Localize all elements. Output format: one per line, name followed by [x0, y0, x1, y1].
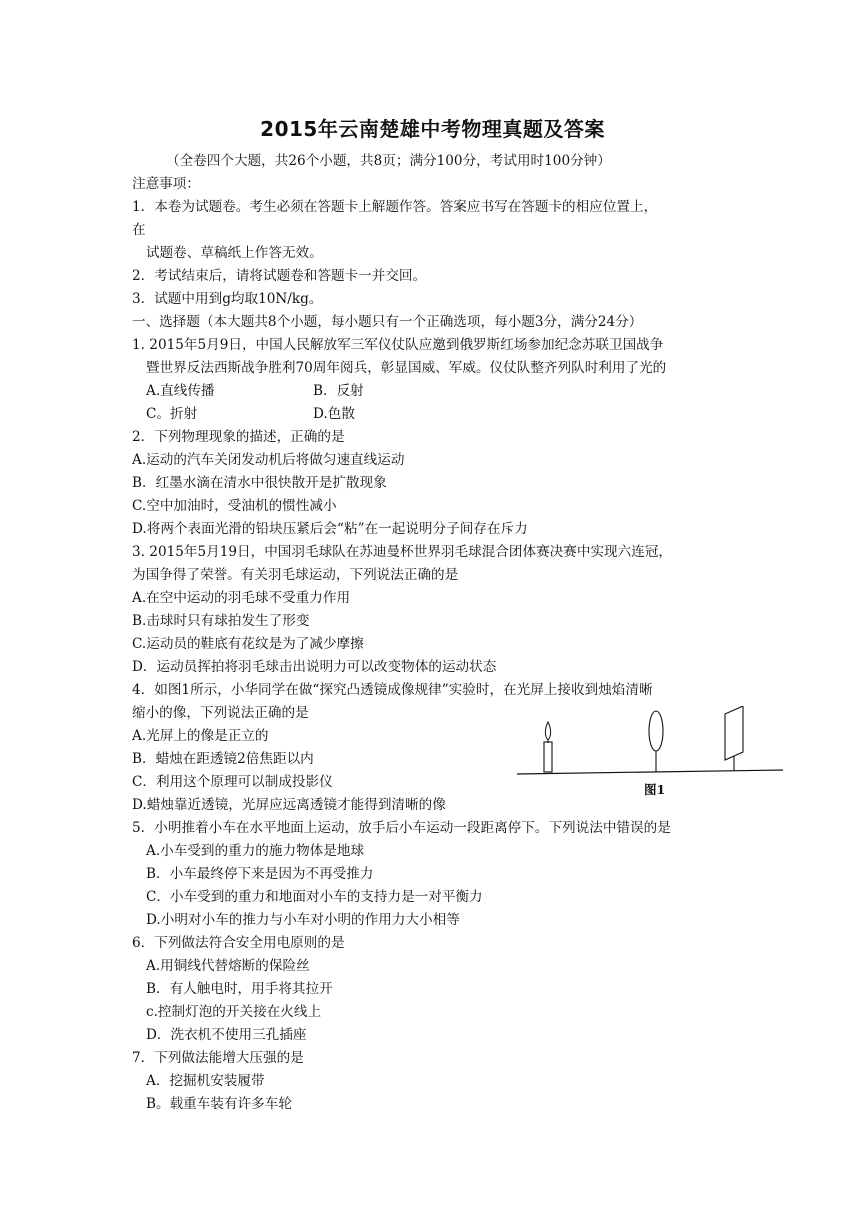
q3-option-d: D．运动员挥拍将羽毛球击出说明力可以改变物体的运动状态	[132, 659, 497, 675]
q2-option-a: A.运动的汽车关闭发动机后将做匀速直线运动	[132, 452, 405, 468]
q1-option-a: A.直线传播	[146, 383, 215, 399]
q4-stem: 4．如图1所示，小华同学在做“探究凸透镜成像规律”实验时，在光屏上接收到烛焰清晰	[132, 682, 653, 698]
q5-option-a: A.小车受到的重力的施力物体是地球	[146, 843, 365, 859]
q1-stem-cont: 暨世界反法西斯战争胜利70周年阅兵，彰显国威、军威。仪仗队整齐列队时利用了光的	[146, 360, 667, 376]
q2-option-d: D.将两个表面光滑的铅块压紧后会“粘”在一起说明分子间存在斥力	[132, 521, 528, 537]
q3-option-b: B.击球时只有球拍发生了形变	[132, 613, 310, 629]
candle-icon	[544, 742, 552, 772]
light-screen-icon	[725, 706, 743, 760]
exam-info: （全卷四个大题，共26个小题，共8页；满分100分，考试用时100分钟）	[166, 153, 611, 169]
q1-option-d: D.色散	[313, 406, 355, 422]
q4-option-d: D.蜡烛靠近透镜，光屏应远离透镜才能得到清晰的像	[132, 797, 446, 813]
q6-option-d: D．洗衣机不使用三孔插座	[146, 1027, 307, 1043]
figure-1-label: 图1	[644, 782, 666, 797]
flame-icon	[545, 722, 550, 740]
q3-stem-cont: 为国争得了荣誉。有关羽毛球运动，下列说法正确的是	[132, 567, 459, 583]
q3-stem: 3. 2015年5月19日，中国羽毛球队在苏迪曼杯世界羽毛球混合团体赛决赛中实现六连冠，	[132, 544, 673, 560]
q2-option-c: C.空中加油时，受油机的惯性减小	[132, 498, 337, 514]
notice-1: 1．本卷为试题卷。考生必须在答题卡上解题作答。答案应书写在答题卡的相应位置上，	[132, 199, 658, 215]
q5-stem: 5．小明推着小车在水平地面上运动，放手后小车运动一段距离停下。下列说法中错误的是	[132, 820, 671, 836]
q5-option-b: B．小车最终停下来是因为不再受推力	[146, 866, 374, 882]
q7-stem: 7．下列做法能增大压强的是	[132, 1050, 304, 1066]
q4-option-b: B．蜡烛在距透镜2倍焦距以内	[132, 751, 314, 767]
q7-option-b: B。载重车装有许多车轮	[146, 1096, 292, 1112]
q5-option-c: C．小车受到的重力和地面对小车的支持力是一对平衡力	[146, 889, 483, 905]
q4-option-c: C．利用这个原理可以制成投影仪	[132, 774, 333, 790]
q2-option-b: B．红墨水滴在清水中很快散开是扩散现象	[132, 475, 387, 491]
notice-2: 2．考试结束后，请将试题卷和答题卡一并交回。	[132, 268, 427, 284]
page-title: 2015年云南楚雄中考物理真题及答案	[260, 117, 605, 141]
figure-1	[515, 706, 787, 802]
q6-option-c: c.控制灯泡的开关接在火线上	[146, 1004, 322, 1020]
q5-option-d: D.小明对小车的推力与小车对小明的作用力大小相等	[146, 912, 460, 928]
section-heading: 一、选择题（本大题共8个小题，每小题只有一个正确选项，每小题3分，满分24分）	[132, 314, 643, 330]
q4-option-a: A.光屏上的像是正立的	[132, 728, 269, 744]
q2-stem: 2．下列物理现象的描述，正确的是	[132, 429, 345, 445]
q6-option-a: A.用铜线代替熔断的保险丝	[146, 958, 310, 974]
q6-stem: 6．下列做法符合安全用电原则的是	[132, 935, 345, 951]
q7-option-a: A．挖掘机安装履带	[146, 1073, 265, 1089]
q1-stem: 1. 2015年5月9日，中国人民解放军三军仪仗队应邀到俄罗斯红场参加纪念苏联卫国战争	[132, 337, 664, 353]
q1-option-b: B．反射	[313, 383, 364, 399]
q3-option-c: C.运动员的鞋底有花纹是为了减少摩擦	[132, 636, 364, 652]
notice-3: 3．试题中用到g均取10N/kg。	[132, 291, 323, 307]
q3-option-a: A.在空中运动的羽毛球不受重力作用	[132, 590, 351, 606]
notice-1-wrap: 在	[132, 222, 146, 238]
q4-stem-cont: 缩小的像，下列说法正确的是	[132, 705, 309, 721]
q1-option-c: C。折射	[146, 406, 198, 422]
notice-1-cont: 试题卷、草稿纸上作答无效。	[146, 245, 323, 261]
notice-heading: 注意事项：	[132, 176, 200, 192]
q6-option-b: B．有人触电时，用手将其拉开	[146, 981, 333, 997]
convex-lens-icon	[649, 711, 663, 751]
optical-bench-line	[517, 770, 783, 774]
